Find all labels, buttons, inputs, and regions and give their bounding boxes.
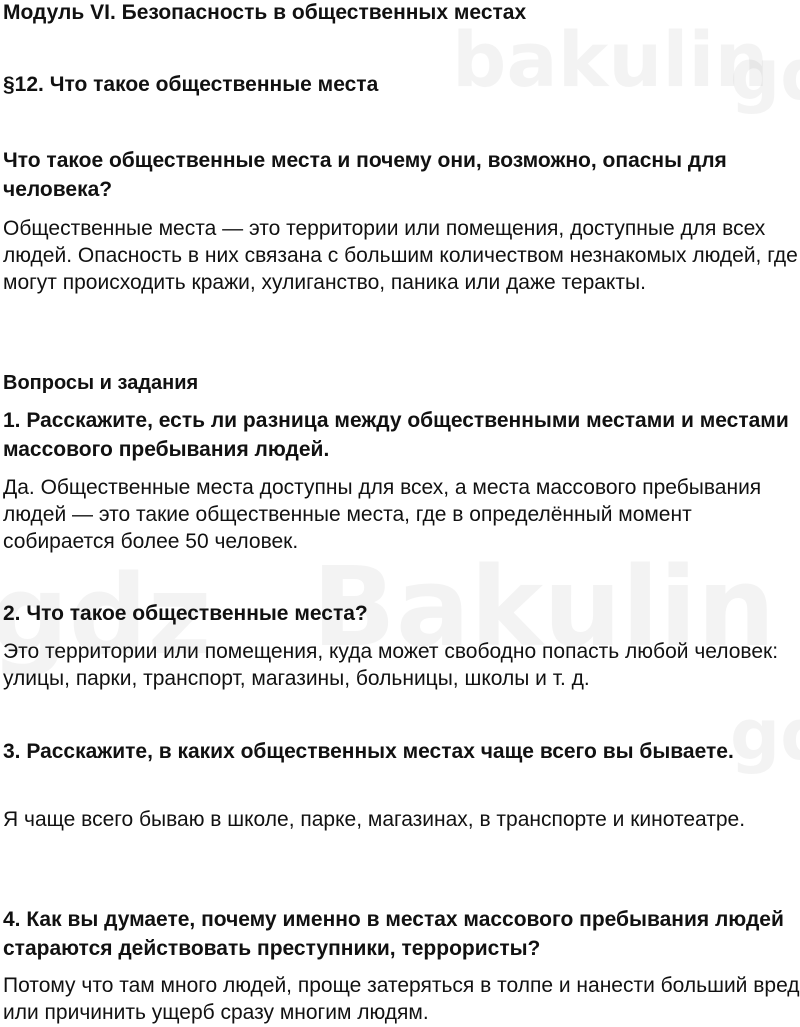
module-title: Модуль VI. Безопасность в общественных местах (3, 1, 527, 24)
intro-answer: Общественные места — это территории или помещения, доступные для всех людей. Опасность в них связана с большим количеством незнакомых людей, где могут происходить кражи, хулиганство, паника или даже теракты. (3, 217, 798, 294)
task-4-question: 4. Как вы думаете, почему именно в местах массового пребывания людей стараются действовать преступники, террористы? (3, 908, 784, 960)
tasks-heading: Вопросы и задания (3, 372, 199, 394)
section-title: §12. Что такое общественные места (3, 73, 379, 96)
task-4-answer: Потому что там много людей, проще затеряться в толпе и нанести больший вред или причинить ущерб сразу многим людям. (3, 974, 800, 1024)
task-1-answer: Да. Общественные места доступны для всех, а места массового пребывания людей — это такие общественные места, где в определённый момент собирается более 50 человек. (3, 476, 762, 553)
task-1-question: 1. Расскажите, есть ли разница между общественными местами и местами массового пребывания людей. (3, 409, 789, 461)
task-3-answer: Я чаще всего бываю в школе, парке, магазинах, в транспорте и кинотеатре. (3, 808, 746, 831)
task-2-question: 2. Что такое общественные места? (3, 602, 368, 625)
task-3-question: 3. Расскажите, в каких общественных местах чаще всего вы бываете. (3, 740, 734, 763)
task-2-answer: Это территории или помещения, куда может свободно попасть любой человек: улицы, парки, транспорт, магазины, больницы, школы и т. д. (3, 640, 779, 690)
intro-question: Что такое общественные места и почему они, возможно, опасны для человека? (3, 149, 727, 201)
